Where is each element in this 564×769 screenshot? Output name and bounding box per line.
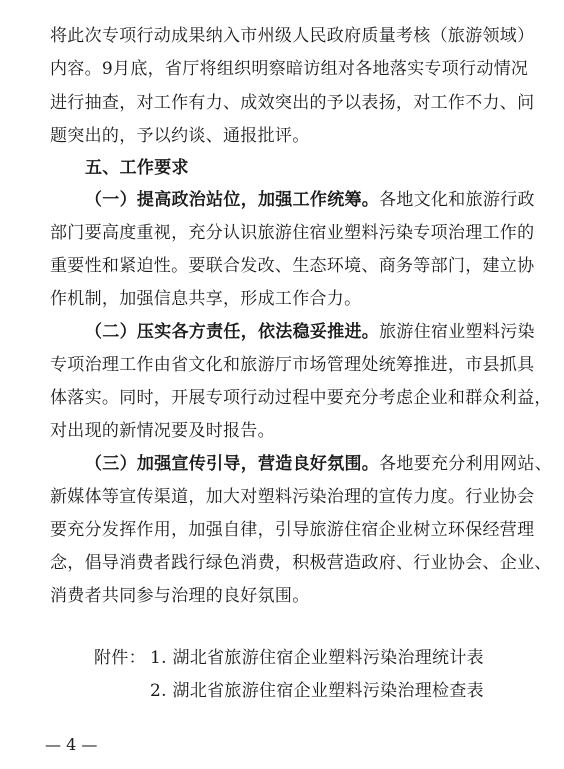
section-heading: 五、工作要求 — [85, 158, 189, 178]
item2-line-3: 体落实。同时，开展专项行动过程中要充分考虑企业和群众利益， — [50, 388, 552, 408]
intro-line-2: 内容。9月底，省厅将组织明察暗访组对各地落实专项行动情况 — [50, 59, 529, 79]
item3-first-line-rest: 各地要充分利用网站、 — [379, 454, 553, 474]
page-number: — 4 — — [45, 735, 98, 754]
item3-line-4: 念，倡导消费者践行绿色消费，积极营造政府、行业协会、企业、 — [50, 553, 552, 573]
item3-line-3: 要充分发挥作用，加强自律，引导旅游住宿企业树立环保经营理 — [50, 520, 535, 540]
item2-first-line-rest: 旅游住宿业塑料污染 — [379, 322, 535, 342]
item3-title: （三）加强宣传引导，营造良好氛围。 — [85, 454, 380, 474]
intro-line-4: 题突出的，予以约谈、通报批评。 — [50, 126, 310, 146]
item3-line-5: 消费者共同参与治理的良好氛围。 — [50, 586, 310, 606]
item1-first-line — [85, 188, 535, 212]
item1-line-2: 部门要高度重视，充分认识旅游住宿业塑料污染专项治理工作的 — [50, 223, 535, 243]
item1-first-line-rest: 各地文化和旅游行政 — [379, 190, 535, 210]
intro-line-1: 将此次专项行动成果纳入市州级人民政府质量考核（旅游领域） — [50, 26, 535, 46]
item1-title: （一）提高政治站位，加强工作统筹。 — [85, 190, 380, 210]
item3-line-2: 新媒体等宣传渠道，加大对塑料污染治理的宣传力度。行业协会 — [50, 487, 535, 507]
item1-line-4: 作机制，加强信息共享，形成工作合力。 — [50, 289, 362, 309]
intro-line-3: 进行抽查，对工作有力、成效突出的予以表扬，对工作不力、问 — [50, 93, 535, 113]
attachment-item-2: 2. 湖北省旅游住宿企业塑料污染治理检查表 — [150, 681, 484, 701]
item3-first-line — [85, 452, 552, 476]
item2-first-line — [85, 320, 535, 344]
attachment-item-1: 1. 湖北省旅游住宿企业塑料污染治理统计表 — [150, 648, 484, 668]
item2-title: （二）压实各方责任，依法稳妥推进。 — [85, 322, 380, 342]
item2-line-2: 专项治理工作由省文化和旅游厅市场管理处统筹推进，市县抓具 — [50, 355, 535, 375]
item1-line-3: 重要性和紧迫性。要联合发改、生态环境、商务等部门，建立协 — [50, 256, 535, 276]
item2-line-4: 对出现的新情况要及时报告。 — [50, 421, 275, 441]
attachments-label: 附件： — [94, 648, 146, 668]
